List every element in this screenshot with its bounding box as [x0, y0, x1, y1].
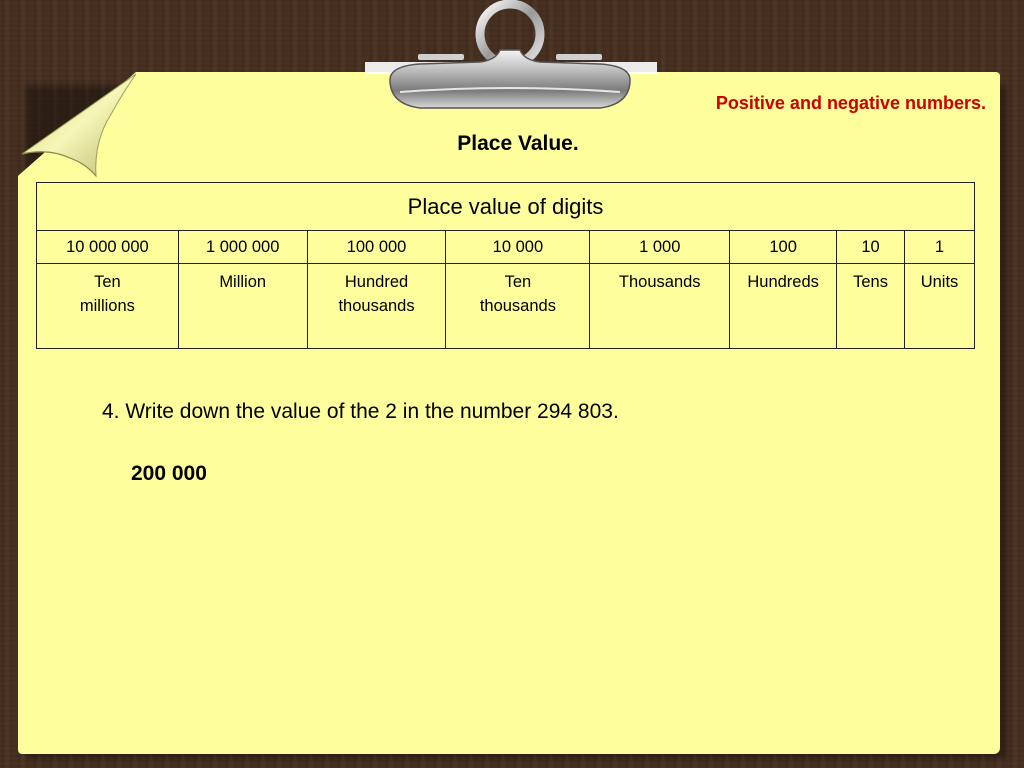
table-names-row — [37, 264, 975, 349]
value-cell: 10 — [837, 231, 905, 264]
name-cell — [905, 264, 975, 349]
name-cell — [178, 264, 307, 349]
name-line: thousands — [479, 297, 556, 315]
name-line: thousands — [338, 297, 415, 315]
table-header-row — [37, 183, 975, 231]
table-values-row — [37, 231, 975, 264]
name-line: Million — [219, 273, 267, 291]
value-cell: 100 — [730, 231, 837, 264]
page-curl-icon — [18, 72, 138, 180]
name-line: Units — [920, 273, 959, 291]
table-caption: Place value of digits — [37, 183, 975, 231]
name-cell — [837, 264, 905, 349]
name-cell — [446, 264, 590, 349]
value-cell: 1 000 — [590, 231, 730, 264]
name-line: millions — [79, 297, 135, 315]
name-line: Thousands — [618, 273, 701, 291]
value-cell: 1 — [905, 231, 975, 264]
place-value-table — [36, 182, 975, 349]
name-line: Ten — [94, 273, 121, 291]
value-cell: 100 000 — [307, 231, 446, 264]
name-line: Hundreds — [747, 273, 819, 291]
name-cell — [307, 264, 446, 349]
question-text: 4. Write down the value of the 2 in the number 294 803. — [102, 400, 619, 423]
value-cell: 10 000 000 — [37, 231, 179, 264]
answer-text: 200 000 — [131, 462, 207, 485]
value-cell: 10 000 — [446, 231, 590, 264]
name-cell — [730, 264, 837, 349]
name-line: Hundred — [344, 273, 409, 291]
value-cell: 1 000 000 — [178, 231, 307, 264]
name-line: Tens — [853, 273, 888, 291]
header-title: Positive and negative numbers. — [715, 93, 986, 113]
name-line: Ten — [504, 273, 532, 291]
page-title: Place Value. — [457, 132, 579, 155]
name-cell — [590, 264, 730, 349]
name-cell — [37, 264, 179, 349]
